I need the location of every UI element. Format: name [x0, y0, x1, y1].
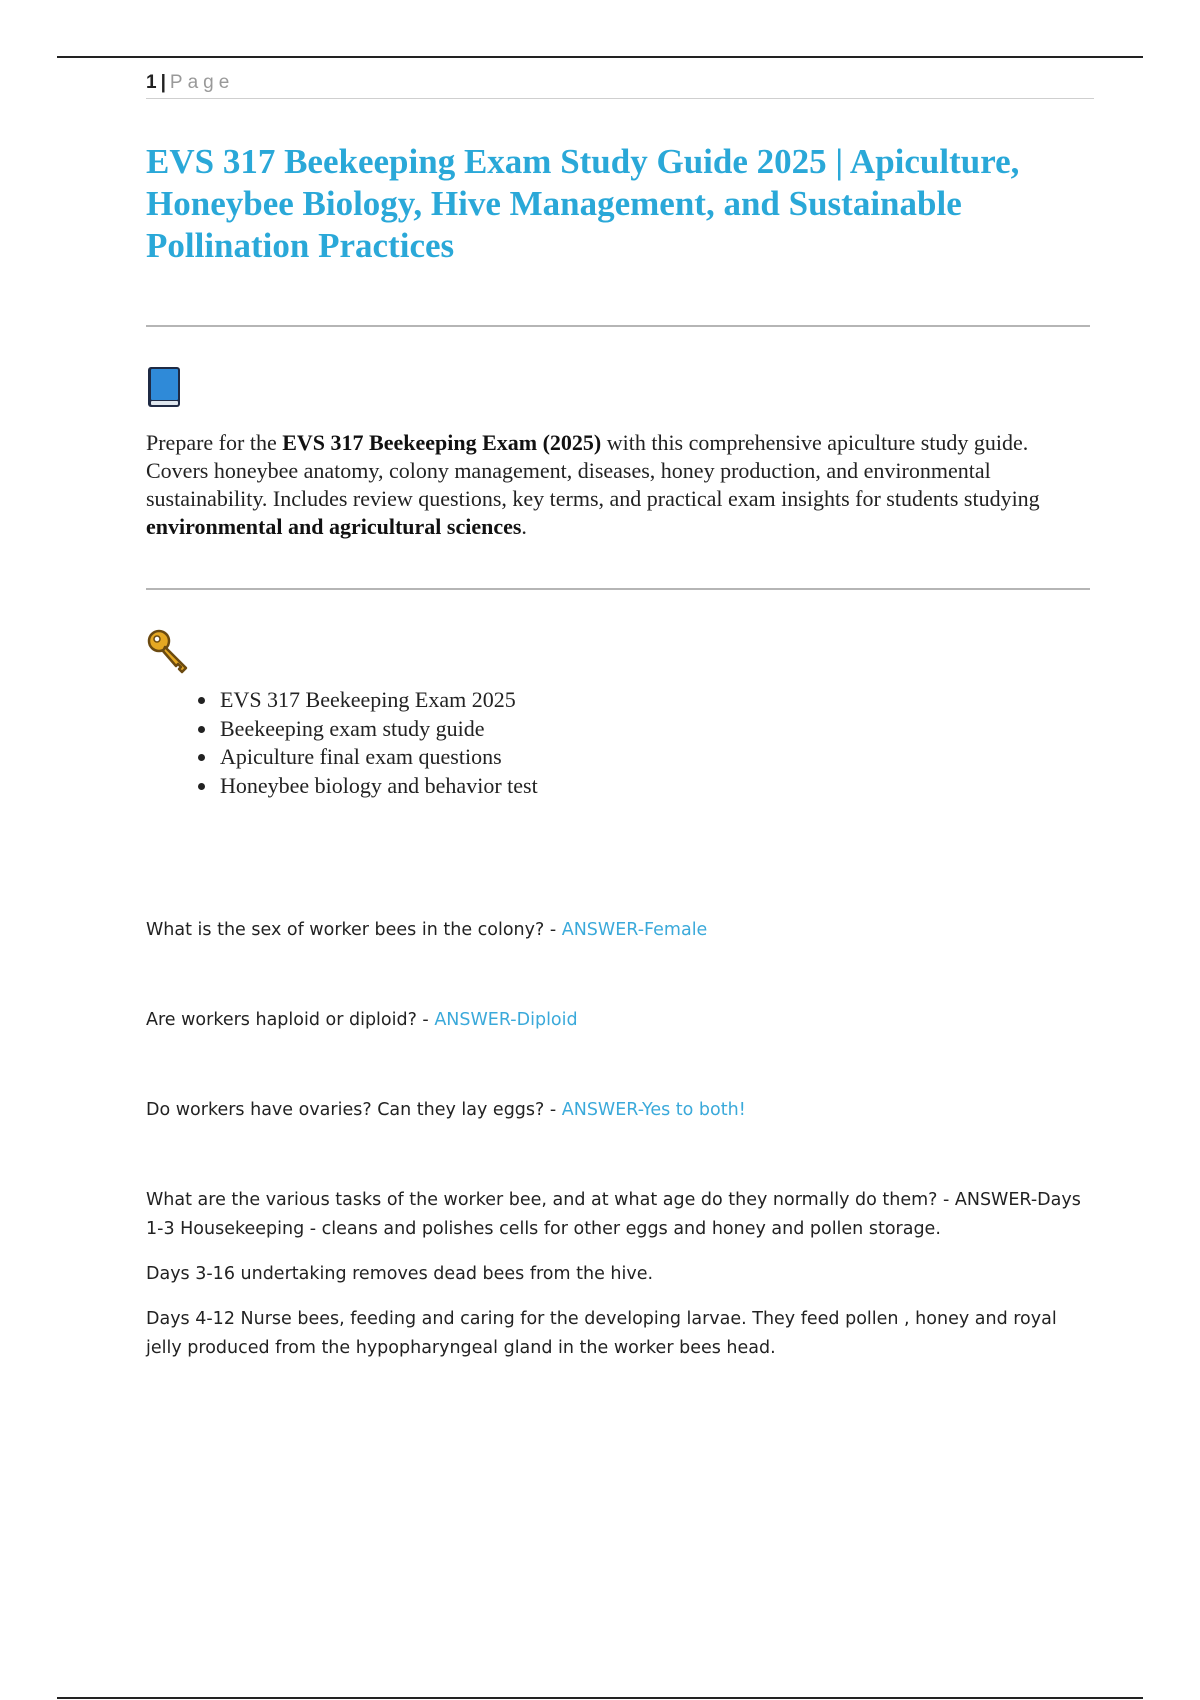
answer-text: ANSWER-Yes to both! — [561, 1100, 746, 1120]
page-label: Page — [169, 72, 235, 93]
list-item: • Apiculture final exam questions — [218, 743, 1094, 772]
document-title: EVS 317 Beekeeping Exam Study Guide 2025 | Apiculture, Honeybee Biology, Hive Management, and Sustainable Pollination Practices — [146, 142, 1020, 265]
intro-text-2: with this comprehensive apiculture study guide. Covers honeybee anatomy, colony management, diseases, honey production, and environmental sustainability. Includes review questions, key terms, and practical exam insights for students studying — [146, 430, 1040, 511]
page-separator: | — [160, 72, 166, 93]
top-page-rule — [57, 56, 1143, 58]
book-icon — [146, 365, 182, 409]
qa-item-tasks: What are the various tasks of the worker bee, and at what age do they normally do them? - ANSWER-Days 1-3 Housekeeping - cleans and polishes cells for other eggs and honey and pollen storage. — [146, 1190, 1081, 1239]
list-item: • Honeybee biology and behavior test — [218, 772, 1094, 801]
bottom-page-rule — [57, 1697, 1143, 1699]
list-item: • EVS 317 Beekeeping Exam 2025 — [218, 686, 1094, 715]
qa-item — [146, 1006, 1094, 1035]
qa-item — [146, 1096, 1094, 1125]
question-text: Are workers haploid or diploid? - — [146, 1010, 435, 1030]
intro-text-3: . — [521, 514, 527, 539]
section-divider — [146, 325, 1090, 327]
intro-text-1: Prepare for the — [146, 430, 283, 455]
page-header — [146, 72, 1094, 99]
section-divider — [146, 588, 1090, 590]
qa-item — [146, 916, 1094, 945]
intro-bold-exam: EVS 317 Beekeeping Exam (2025) — [282, 430, 602, 455]
page-number: 1 — [146, 72, 157, 93]
key-icon — [146, 628, 192, 674]
answer-text: ANSWER-Female — [561, 920, 708, 940]
intro-paragraph — [146, 429, 1086, 541]
intro-bold-sciences: environmental and agricultural sciences — [146, 514, 522, 539]
list-item: • Beekeeping exam study guide — [218, 715, 1094, 744]
question-text: What is the sex of worker bees in the colony? - — [146, 920, 562, 940]
tasks-paragraph: Days 4-12 Nurse bees, feeding and caring for the developing larvae. They feed pollen , honey and royal jelly produced from the hypopharyngeal gland in the worker bees head. — [146, 1309, 1057, 1358]
tasks-paragraph: Days 3-16 undertaking removes dead bees from the hive. — [146, 1264, 654, 1284]
question-text: Do workers have ovaries? Can they lay eggs? - — [146, 1100, 562, 1120]
answer-text: ANSWER-Diploid — [434, 1010, 578, 1030]
document-page — [146, 72, 1094, 1363]
keyword-list — [146, 686, 1094, 800]
